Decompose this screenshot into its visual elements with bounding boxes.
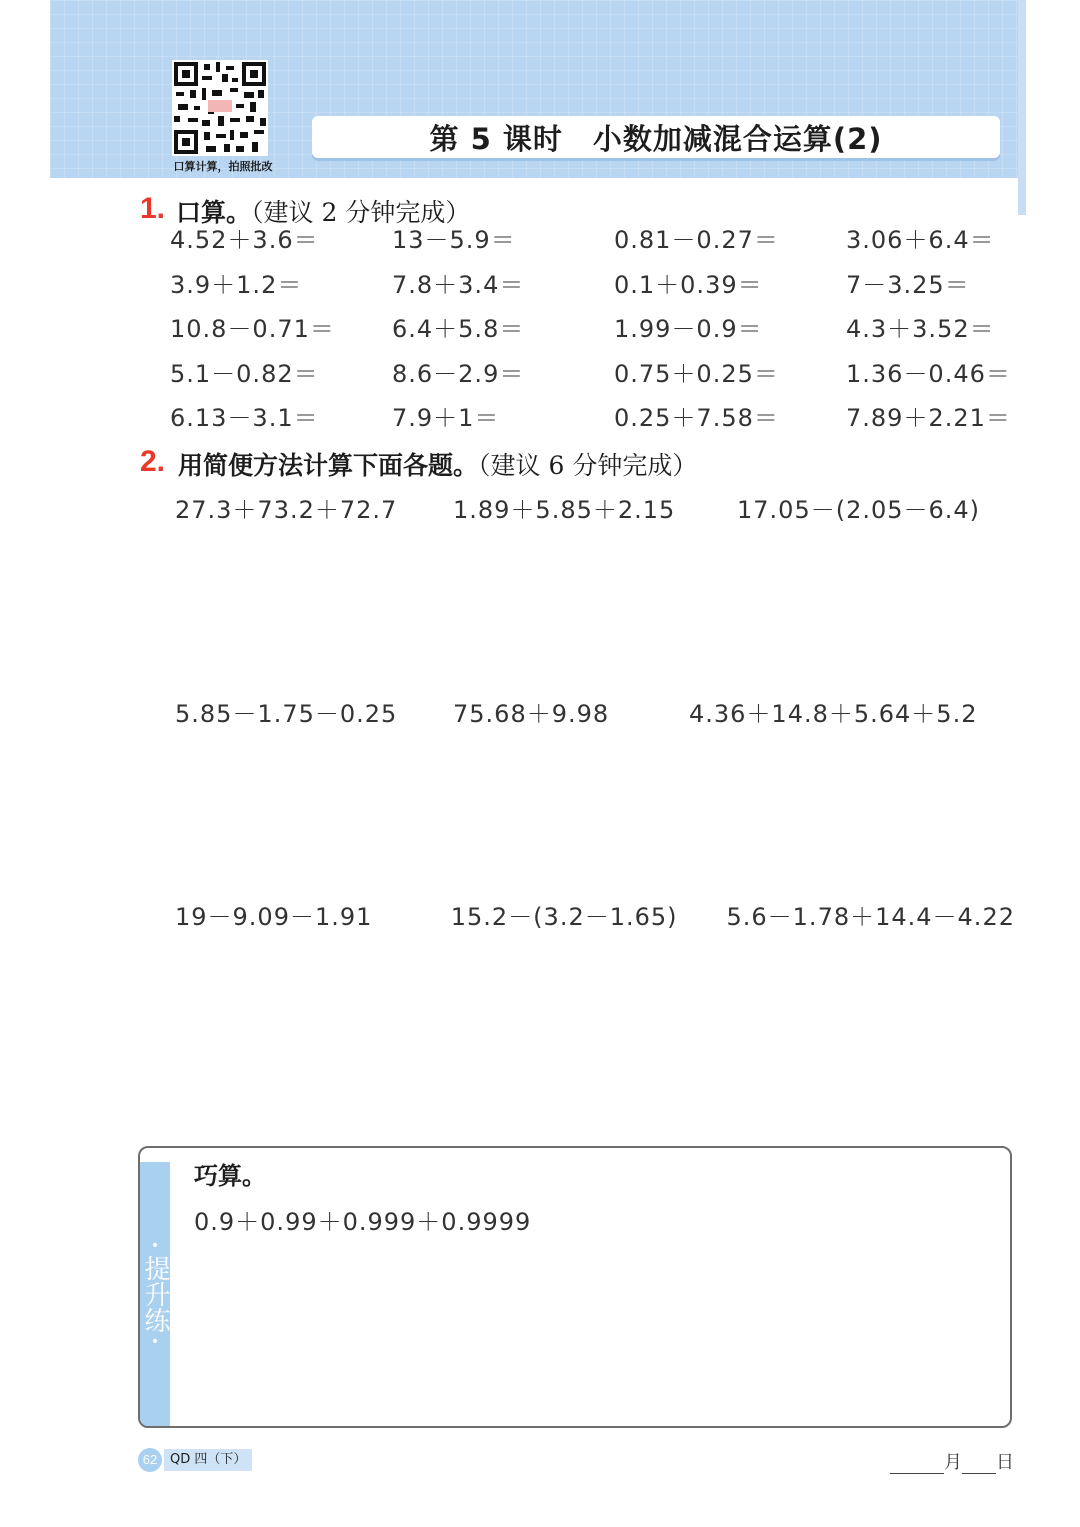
oral-problem: 1.99－0.9＝: [614, 315, 763, 343]
boost-tab: [140, 1162, 170, 1426]
qr-code-graphic: [172, 60, 268, 156]
day-label: 日: [996, 1452, 1014, 1473]
oral-problem: 3.9＋1.2＝: [170, 270, 303, 299]
day-blank: [962, 1451, 996, 1474]
boost-title: 巧算。: [194, 1162, 266, 1190]
calc-problem: 75.68＋9.98: [453, 700, 610, 728]
section-2-hint: （建议 6 分钟完成）: [478, 451, 698, 480]
oral-problem: 4.3＋3.52＝: [846, 315, 995, 343]
oral-problem: 10.8－0.71＝: [170, 315, 335, 343]
section-1-title: 口算。: [176, 198, 252, 227]
section-2-number: 2.: [140, 445, 166, 478]
oral-problem: 0.1＋0.39＝: [614, 270, 763, 299]
calc-problem: 1.89＋5.85＋2.15: [453, 496, 676, 524]
oral-problem: 8.6－2.9＝: [392, 359, 525, 388]
header-edge: [1018, 0, 1026, 215]
oral-problem: 7－3.25＝: [846, 270, 970, 299]
calc-row-3: [175, 897, 1015, 932]
calc-problem: 15.2－(3.2－1.65): [450, 903, 678, 931]
oral-calc-grid: [170, 220, 1010, 443]
oral-problem: 0.25＋7.58＝: [614, 404, 779, 432]
qr-code-icon: [172, 60, 268, 156]
tab-dot-top: •: [150, 1238, 160, 1254]
calc-problem: 4.36＋14.8＋5.64＋5.2: [689, 700, 978, 728]
calc-row-2: [175, 694, 1015, 729]
calc-problem: 5.85－1.75－0.25: [175, 700, 398, 728]
calc-problem: 27.3＋73.2＋72.7: [175, 496, 398, 524]
section-2-title: 用简便方法计算下面各题。: [178, 451, 479, 480]
oral-problem: 6.13－3.1＝: [170, 404, 319, 432]
oral-problem: 5.1－0.82＝: [170, 359, 319, 388]
oral-problem: 4.52＋3.6＝: [170, 226, 319, 254]
month-label: 月: [944, 1452, 962, 1473]
section-1-hint: （建议 2 分钟完成）: [251, 198, 471, 227]
oral-problem: 1.36－0.46＝: [846, 359, 1011, 388]
oral-problem: 7.9＋1＝: [392, 404, 500, 432]
calc-problem: 19－9.09－1.91: [175, 903, 373, 931]
lesson-title-bar: [312, 116, 1000, 158]
calc-problem: 17.05－(2.05－6.4): [737, 496, 981, 524]
month-blank: [890, 1451, 944, 1474]
oral-problem: 3.06＋6.4＝: [846, 226, 995, 254]
oral-problem: 7.89＋2.21＝: [846, 404, 1011, 432]
qr-caption: 口算计算，拍照批改: [173, 160, 273, 173]
calc-problem: 5.6－1.78＋14.4－4.22: [726, 903, 1015, 931]
tab-dot-bottom: •: [150, 1334, 160, 1350]
boost-tab-label: 提升练: [140, 1255, 170, 1333]
oral-problem: 6.4＋5.8＝: [392, 315, 525, 343]
section-1-number: 1.: [140, 192, 166, 225]
boost-expression: 0.9＋0.99＋0.999＋0.9999: [194, 1208, 532, 1236]
oral-problem: 0.75＋0.25＝: [614, 359, 779, 388]
oral-problem: 7.8＋3.4＝: [392, 270, 525, 299]
edition-label: QD 四（下）: [164, 1449, 252, 1471]
oral-problem: 0.81－0.27＝: [614, 226, 779, 254]
calc-row-1: [175, 490, 1015, 525]
oral-problem: 13－5.9＝: [392, 226, 516, 254]
boost-practice-box: [138, 1146, 1012, 1428]
lesson-title: 第 5 课时 小数加减混合运算(2): [429, 121, 883, 156]
page-number: 62: [138, 1448, 162, 1472]
date-field: [890, 1448, 1014, 1474]
section-2-heading: [178, 446, 697, 482]
